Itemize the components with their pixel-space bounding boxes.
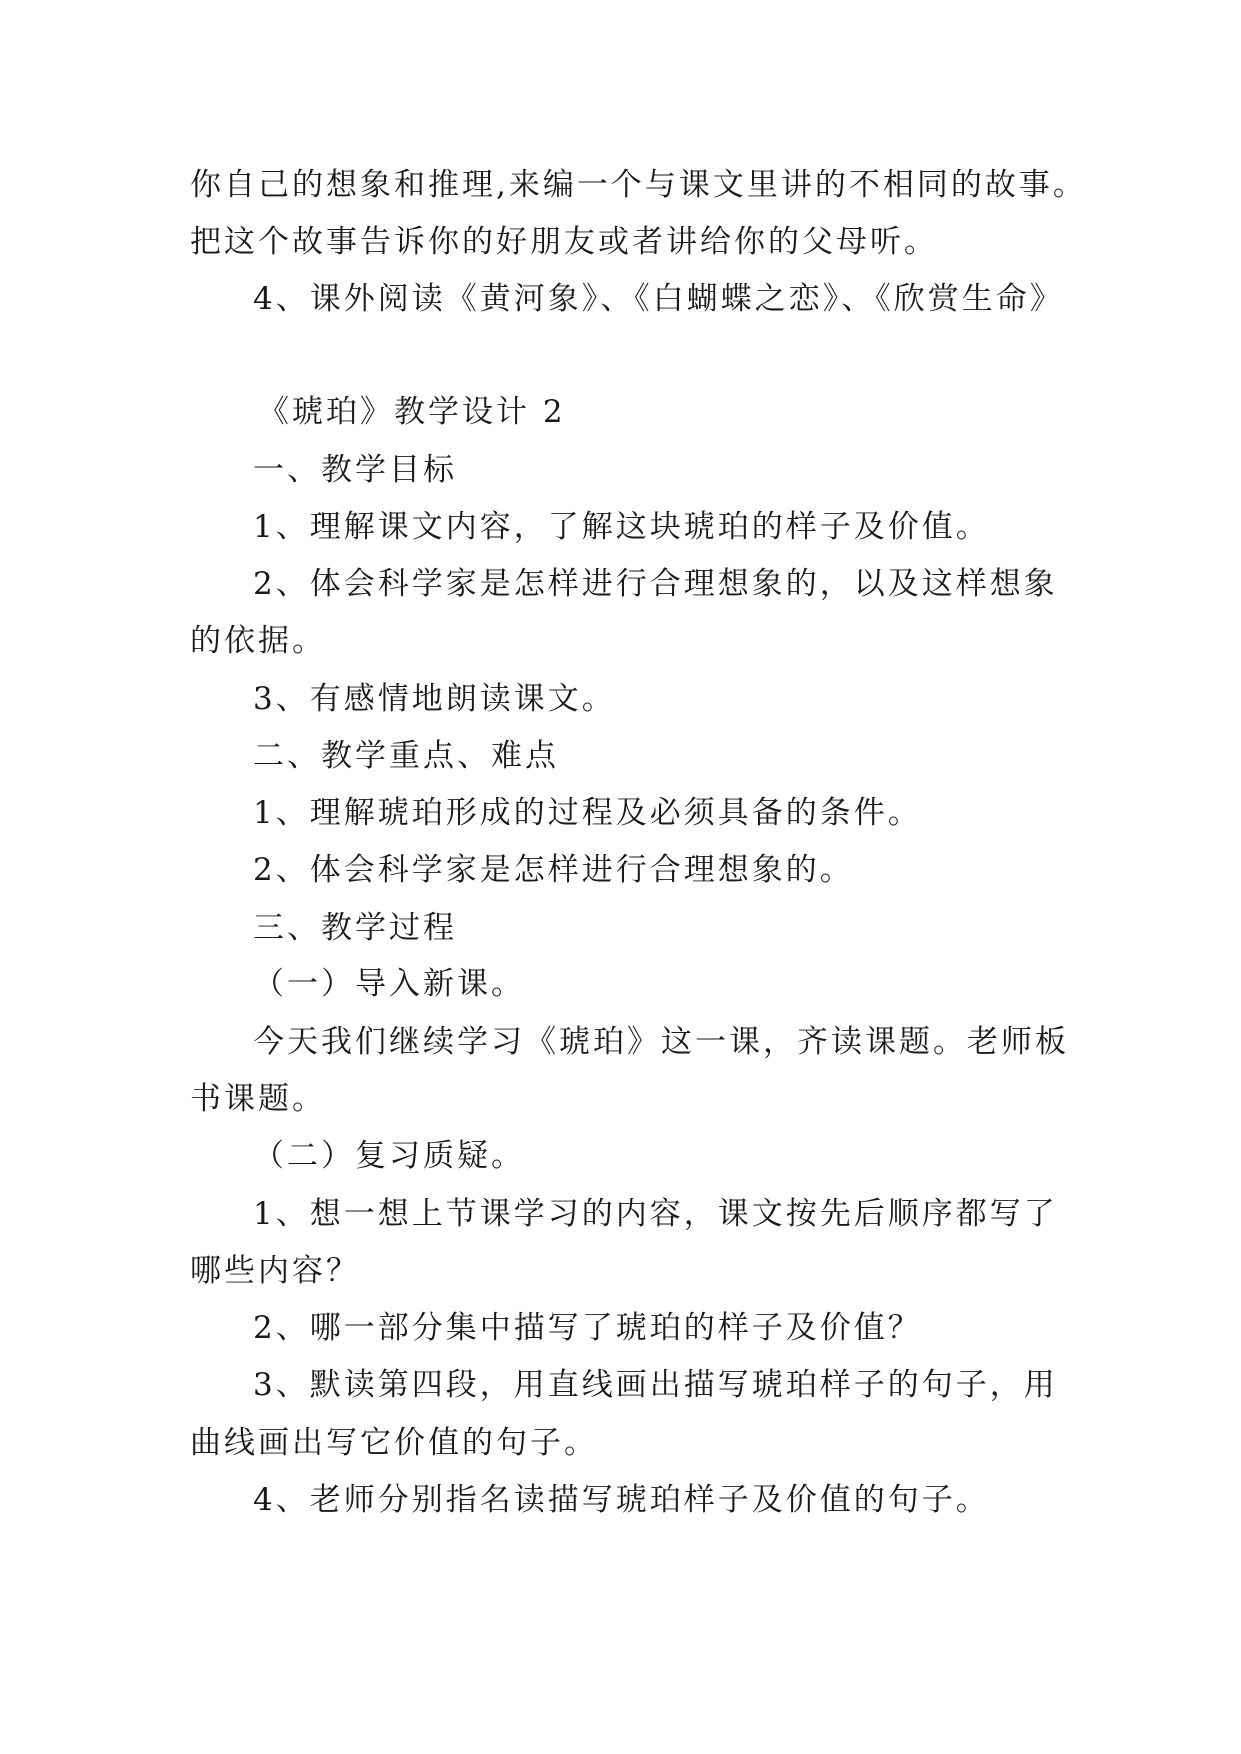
subheading: （二）复习质疑。 xyxy=(253,1138,525,1174)
list-item: 1、想一想上节课学习的内容，课文按先后顺序都写了 xyxy=(253,1196,1058,1232)
paragraph-line: 曲线画出写它价值的句子。 xyxy=(190,1425,598,1461)
subheading: （一）导入新课。 xyxy=(253,966,525,1002)
heading: 二、教学重点、难点 xyxy=(253,738,559,774)
paragraph-line: 哪些内容？ xyxy=(190,1253,360,1289)
list-item: 1、理解琥珀形成的过程及必须具备的条件。 xyxy=(253,795,922,831)
list-item: 2、哪一部分集中描写了琥珀的样子及价值？ xyxy=(253,1310,922,1346)
paragraph-line: 的依据。 xyxy=(190,623,326,659)
list-item: 1、理解课文内容，了解这块琥珀的样子及价值。 xyxy=(253,509,990,545)
paragraph-line: 把这个故事告诉你的好朋友或者讲给你的父母听。 xyxy=(190,224,938,260)
list-item: 3、有感情地朗读课文。 xyxy=(253,681,616,717)
list-item: 2、体会科学家是怎样进行合理想象的，以及这样想象 xyxy=(253,566,1058,602)
paragraph-line: 你自己的想象和推理,来编一个与课文里讲的不相同的故事。 xyxy=(190,167,1087,203)
list-item: 4、课外阅读《黄河象》、《白蝴蝶之恋》、《欣赏生命》 xyxy=(253,281,1064,317)
paragraph-line: 书课题。 xyxy=(190,1081,326,1117)
paragraph-line: 今天我们继续学习《琥珀》这一课，齐读课题。老师板 xyxy=(253,1024,1069,1060)
list-item: 2、体会科学家是怎样进行合理想象的。 xyxy=(253,852,854,888)
heading: 一、教学目标 xyxy=(253,452,457,488)
list-item: 4、老师分别指名读描写琥珀样子及价值的句子。 xyxy=(253,1482,990,1518)
list-item: 3、默读第四段，用直线画出描写琥珀样子的句子，用 xyxy=(253,1367,1058,1403)
section-title: 《琥珀》教学设计 2 xyxy=(258,394,566,430)
heading: 三、教学过程 xyxy=(253,910,457,946)
